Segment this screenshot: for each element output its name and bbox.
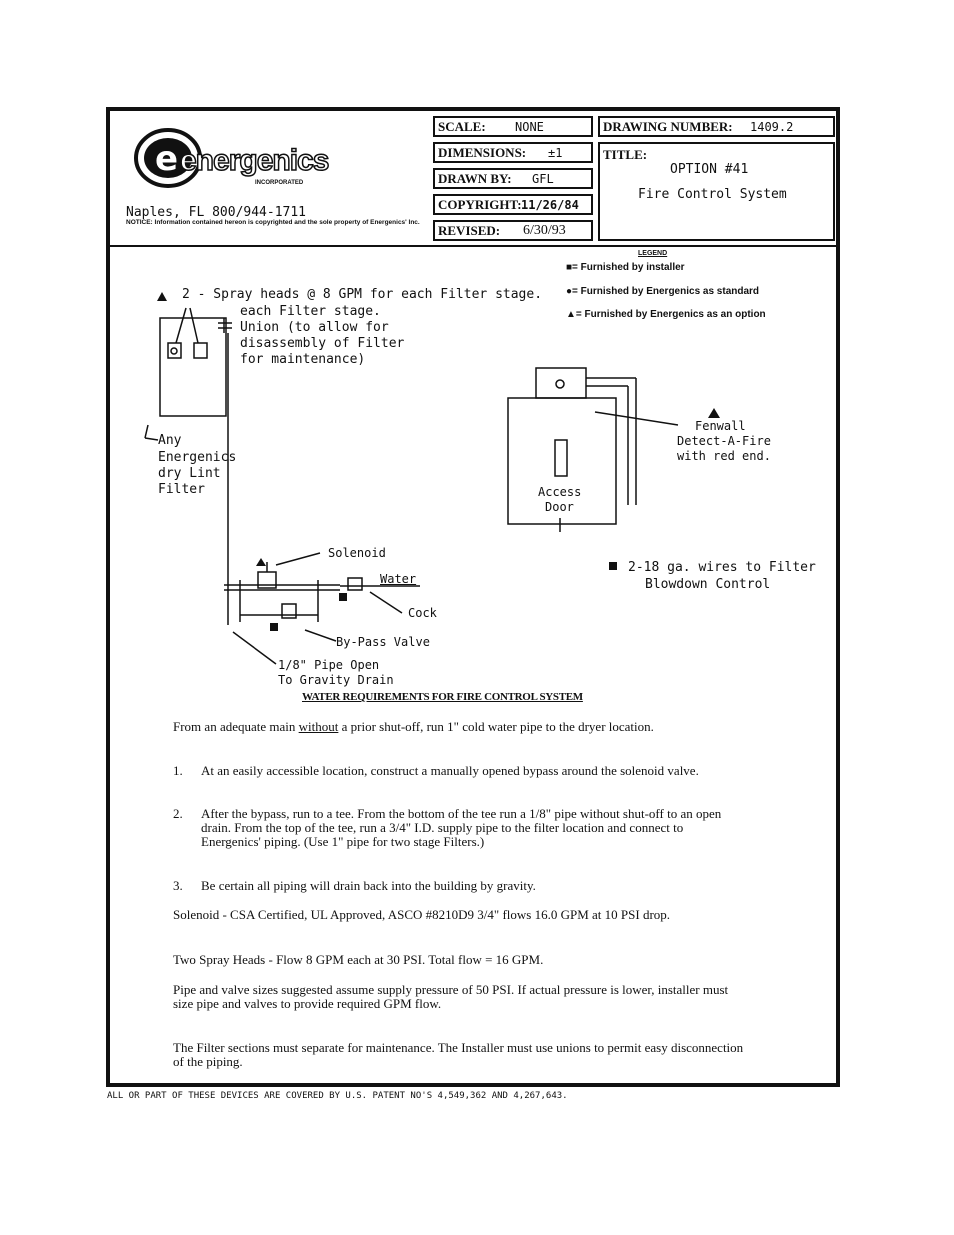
union-label-2: disassembly of Filter xyxy=(240,336,405,351)
logo-text: energenics xyxy=(180,144,329,177)
wires-label-1: 2-18 ga. wires to Filter xyxy=(628,560,816,575)
fenwall-label-2: Detect-A-Fire xyxy=(677,434,771,448)
item-text: At an easily accessible location, construct a manually opened bypass around the solenoid valve. xyxy=(201,763,699,778)
intro-paragraph: From an adequate main without a prior shut-off, run 1" cold water pipe to the dryer location. xyxy=(173,719,654,734)
wires-label-2: Blowdown Control xyxy=(645,577,771,592)
access-door-label-1: Access xyxy=(538,485,582,499)
solenoid-note: Solenoid - CSA Certified, UL Approved, ASCO #8210D9 3/4" flows 16.0 GPM at 10 PSI drop. xyxy=(173,907,671,922)
patent-footer: ALL OR PART OF THESE DEVICES ARE COVERED BY U.S. PATENT NO'S 4,549,362 AND 4,267,643. xyxy=(107,1091,568,1101)
filter-label-2: Energenics xyxy=(158,450,237,465)
legend-heading: LEGEND xyxy=(638,250,668,257)
spray-note: Two Spray Heads - Flow 8 GPM each at 30 PSI. Total flow = 16 GPM. xyxy=(173,952,544,967)
dimensions-cell: DIMENSIONS: ±1 xyxy=(433,142,593,163)
pipe-note: Pipe and valve sizes suggested assume supply pressure of 50 PSI. If actual pressure is lower, installer must size pipe and valves to provide required GPM flow. xyxy=(173,982,729,1011)
filter-label-4: Filter xyxy=(158,482,205,497)
copyright-cell: COPYRIGHT: 11/26/84 xyxy=(433,194,593,215)
drawing-number-cell: DRAWING NUMBER: 1409.2 xyxy=(598,116,835,137)
union-label-3: for maintenance) xyxy=(240,352,366,367)
scale-cell: SCALE: NONE xyxy=(433,116,593,137)
spray-heads-label-2: each Filter stage. xyxy=(240,304,381,319)
filter-label-3: dry Lint xyxy=(158,466,221,481)
filter-label-1: Any xyxy=(158,433,182,448)
water-label: Water xyxy=(380,572,417,586)
svg-text:e: e xyxy=(155,139,179,179)
fenwall-label-1: Fenwall xyxy=(695,419,746,433)
pipe-label-1: 1/8" Pipe Open xyxy=(278,658,380,672)
item-number: 3. xyxy=(173,878,183,893)
legend-item: ▲= Furnished by Energenics as an option xyxy=(566,309,766,320)
revised-cell: REVISED: 6/30/93 xyxy=(433,220,593,241)
legend-item: ■= Furnished by installer xyxy=(566,262,685,273)
item-text: After the bypass, run to a tee. From the bottom of the tee run a 1/8" pipe without shut-off to an open drain. From the top of the tee, run a 3/4" I.D. supply pipe to the filter location and connect to Energenics' piping. (Use 1" pipe for two stage Filters.) xyxy=(201,806,722,849)
logo-sub: INCORPORATED xyxy=(255,180,304,186)
requirements-heading: WATER REQUIREMENTS FOR FIRE CONTROL SYSTEM xyxy=(302,691,583,703)
pipe-label-2: To Gravity Drain xyxy=(278,673,394,687)
legend-item: ●= Furnished by Energenics as standard xyxy=(566,286,760,297)
filter-note: The Filter sections must separate for maintenance. The Installer must use unions to permit easy disconnection of the piping. xyxy=(173,1040,744,1069)
spray-heads-label: 2 - Spray heads @ 8 GPM for each Filter stage. xyxy=(182,287,543,302)
access-door-label-2: Door xyxy=(545,500,574,514)
solenoid-label: Solenoid xyxy=(328,546,386,560)
fenwall-label-3: with red end. xyxy=(677,449,771,463)
item-number: 1. xyxy=(173,763,183,778)
cock-label: Cock xyxy=(408,606,437,620)
company-address: Naples, FL 800/944-1711 xyxy=(126,205,307,220)
item-text: Be certain all piping will drain back into the building by gravity. xyxy=(201,878,536,893)
item-number: 2. xyxy=(173,806,183,821)
title-cell: TITLE: OPTION #41 Fire Control System xyxy=(598,142,835,241)
drawn-by-cell: DRAWN BY: GFL xyxy=(433,168,593,189)
union-label-1: Union (to allow for xyxy=(240,320,389,335)
copyright-notice: NOTICE: Information contained hereon is copyrighted and the sole property of Energenics' Inc. xyxy=(126,219,420,226)
bypass-label: By-Pass Valve xyxy=(336,635,430,649)
